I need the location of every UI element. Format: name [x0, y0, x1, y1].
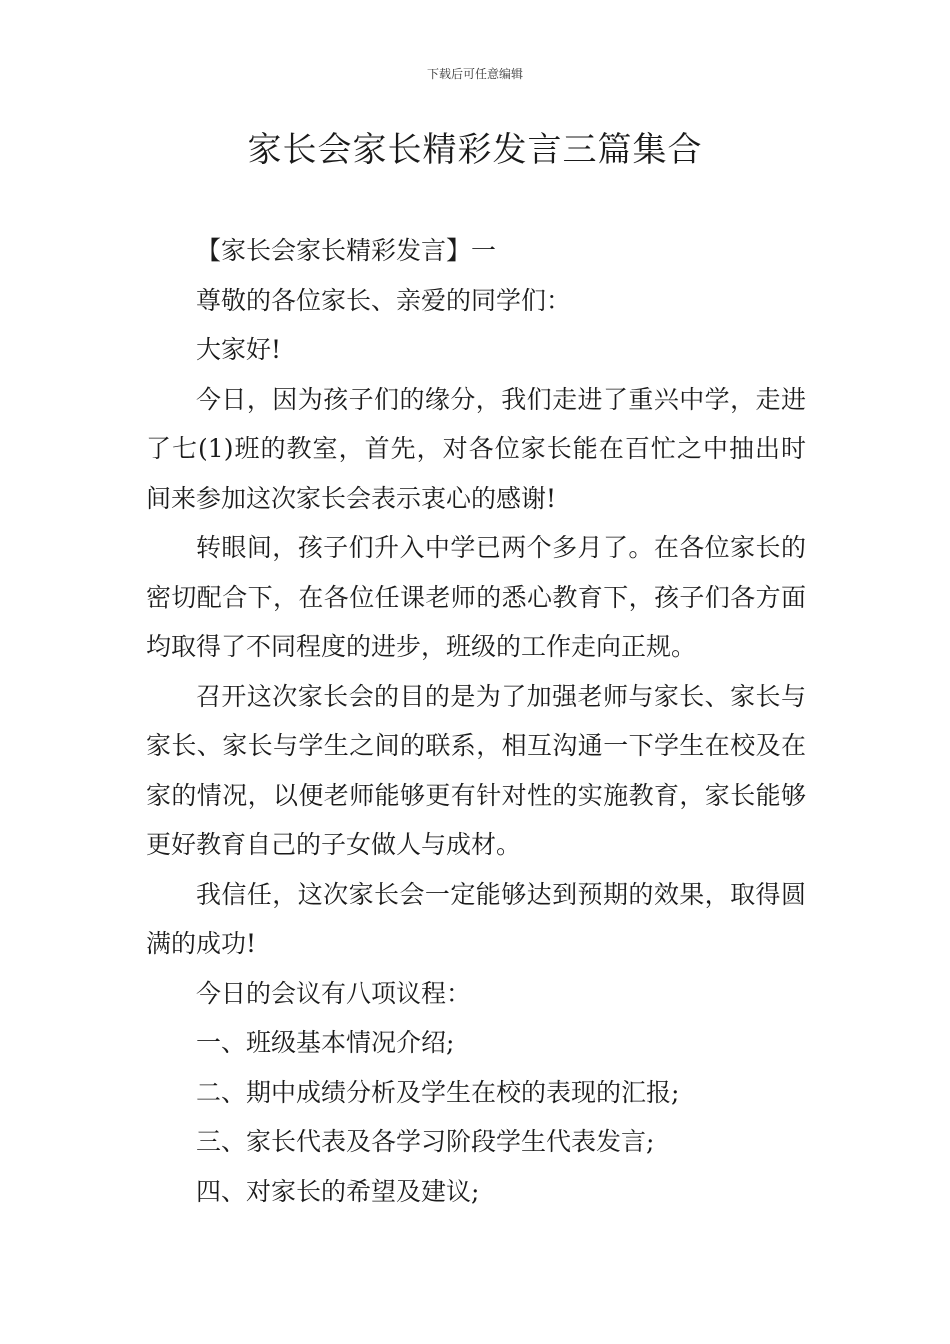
paragraph-confidence: 我信任，这次家长会一定能够达到预期的效果，取得圆满的成功! — [146, 879, 806, 958]
paragraph-welcome: 今日，因为孩子们的缘分，我们走进了重兴中学，走进了七(1)班的教室，首先，对各位家长能在百忙之中抽出时间来参加这次家长会表示衷心的感谢! — [146, 384, 806, 513]
salutation: 尊敬的各位家长、亲爱的同学们： — [196, 285, 572, 315]
agenda-intro: 今日的会议有八项议程： — [196, 978, 472, 1008]
document-title: 家长会家长精彩发言三篇集合 — [247, 130, 703, 170]
paragraph-purpose: 召开这次家长会的目的是为了加强老师与家长、家长与家长、家长与学生之间的联系，相互沟通一下学生在校及在家的情况，以便老师能够更有针对性的实施教育，家长能够更好教育自己的子女做人与成材。 — [146, 681, 806, 859]
greeting: 大家好! — [196, 335, 282, 364]
header-note: 下载后可任意编辑 — [426, 67, 523, 81]
document-body — [146, 226, 806, 1216]
agenda-item: 二、期中成绩分析及学生在校的表现的汇报; — [196, 1077, 680, 1107]
agenda-item: 三、家长代表及各学习阶段学生代表发言; — [196, 1127, 655, 1156]
agenda-item: 四、对家长的希望及建议; — [196, 1176, 480, 1206]
agenda-item: 一、班级基本情况介绍; — [196, 1028, 455, 1057]
section-heading: 【家长会家长精彩发言】一 — [196, 236, 497, 265]
paragraph-progress: 转眼间，孩子们升入中学已两个多月了。在各位家长的密切配合下，在各位任课老师的悉心教育下，孩子们各方面均取得了不同程度的进步，班级的工作走向正规。 — [146, 533, 806, 661]
